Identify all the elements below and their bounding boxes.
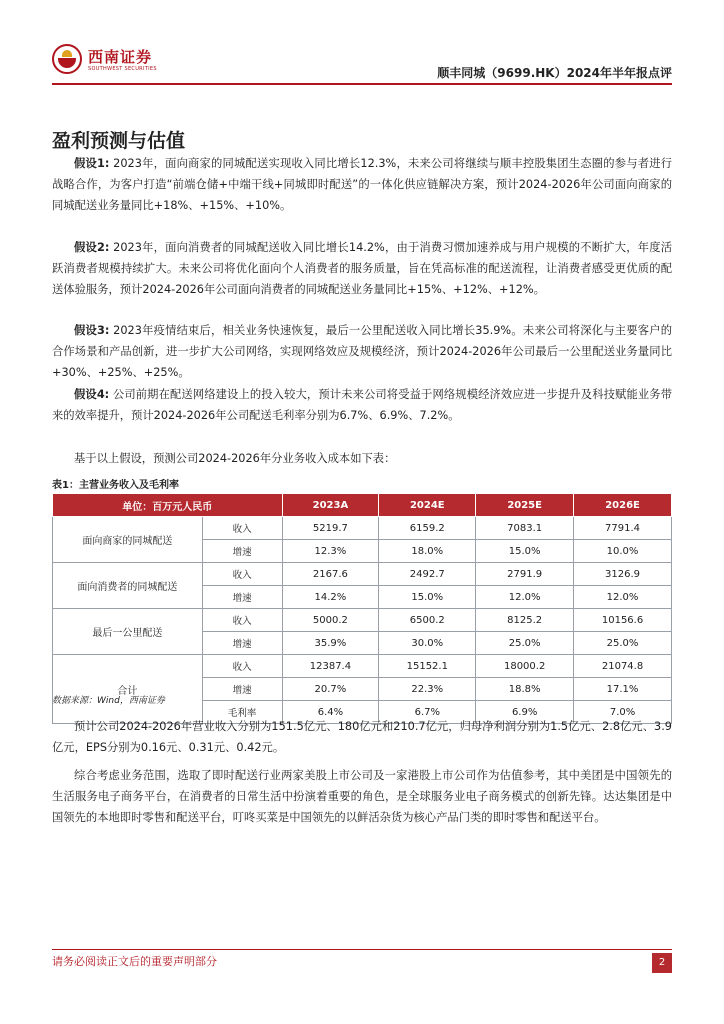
- table-cell: 22.3%: [379, 678, 476, 701]
- table-cell: 3126.9: [574, 563, 672, 586]
- table-cell: 7083.1: [476, 517, 574, 540]
- table-cell: 6159.2: [379, 517, 476, 540]
- metric-label: 增速: [202, 632, 282, 655]
- header-divider: [52, 83, 672, 85]
- table-cell: 2791.9: [476, 563, 574, 586]
- page-number: 2: [652, 953, 672, 973]
- table-row: [53, 609, 672, 632]
- table-cell: 5000.2: [282, 609, 379, 632]
- header-unit: 单位：百万元人民币: [53, 494, 283, 517]
- assumption-3: [52, 320, 672, 383]
- table-cell: 12.3%: [282, 540, 379, 563]
- table-cell: 6.7%: [379, 701, 476, 724]
- table-cell: 25.0%: [476, 632, 574, 655]
- table-source: 数据来源：Wind，西南证券: [52, 696, 165, 706]
- report-title: 顺丰同城（9699.HK）2024年半年报点评: [437, 66, 672, 80]
- table-cell: 5219.7: [282, 517, 379, 540]
- table-cell: 15.0%: [476, 540, 574, 563]
- assumption-4: [52, 384, 672, 426]
- table-cell: 30.0%: [379, 632, 476, 655]
- table-cell: 12.0%: [476, 586, 574, 609]
- header-2023a: 2023A: [282, 494, 379, 517]
- brand-subtitle: SOUTHWEST SECURITIES: [88, 66, 157, 72]
- forecast-paragraph: 预计公司2024-2026年营业收入分别为151.5亿元、180亿元和210.7亿元，归母净利润分别为1.5亿元、2.8亿元、3.9亿元，EPS分别为0.16元、0.31元、0.42元。: [52, 720, 672, 754]
- table-row: [53, 655, 672, 678]
- section-title: 盈利预测与估值: [52, 130, 186, 152]
- table-row: [53, 563, 672, 586]
- metric-label: 收入: [202, 655, 282, 678]
- table-cell: 18000.2: [476, 655, 574, 678]
- table-header-row: [53, 494, 672, 517]
- table-cell: 20.7%: [282, 678, 379, 701]
- table-cell: 10156.6: [574, 609, 672, 632]
- table-cell: 15152.1: [379, 655, 476, 678]
- table-lead-in: 基于以上假设，预测公司2024-2026年分业务收入成本如下表：: [74, 452, 396, 465]
- table-cell: 8125.2: [476, 609, 574, 632]
- valuation-paragraph: 综合考虑业务范围，选取了即时配送行业两家美股上市公司及一家港股上市公司作为估值参考，其中美团是中国领先的生活服务电子商务平台，在消费者的日常生活中扮演着重要的角色，是全球服务业电子商务模式的创新先锋。达达集团是中国领先的本地即时零售和配送平台，叮咚买菜是中国领先的以鲜活杂货为核心产品门类的即时零售和配送平台。: [52, 769, 672, 824]
- table-cell: 7.0%: [574, 701, 672, 724]
- table-cell: 21074.8: [574, 655, 672, 678]
- segment-name: 面向商家的同城配送: [53, 517, 203, 563]
- table-cell: 6.9%: [476, 701, 574, 724]
- segment-name: 合计: [53, 655, 203, 724]
- table-cell: 2492.7: [379, 563, 476, 586]
- assumption-label: 假设2:: [74, 241, 110, 254]
- table-cell: 14.2%: [282, 586, 379, 609]
- table-caption: 表1：主营业务收入及毛利率: [52, 480, 179, 491]
- table-cell: 10.0%: [574, 540, 672, 563]
- table-cell: 35.9%: [282, 632, 379, 655]
- table-row: [53, 517, 672, 540]
- table-cell: 25.0%: [574, 632, 672, 655]
- table-cell: 6.4%: [282, 701, 379, 724]
- table-cell: 2167.6: [282, 563, 379, 586]
- footer-divider: [52, 949, 672, 950]
- footer-disclaimer: 请务必阅读正文后的重要声明部分: [52, 955, 217, 968]
- brand-logo: [52, 44, 162, 78]
- table-cell: 15.0%: [379, 586, 476, 609]
- segment-name: 最后一公里配送: [53, 609, 203, 655]
- assumption-label: 假设4:: [74, 388, 110, 401]
- metric-label: 增速: [202, 586, 282, 609]
- table-cell: 12.0%: [574, 586, 672, 609]
- metric-label: 增速: [202, 678, 282, 701]
- table-cell: 6500.2: [379, 609, 476, 632]
- assumption-text: 2023年疫情结束后，相关业务快速恢复，最后一公里配送收入同比增长35.9%。未来公司将深化与主要客户的合作场景和产品创新，进一步扩大公司网络，实现网络效应及规模经济，预计2024-2026年公司最后一公里配送业务量同比+30%、+25%、+25%。: [52, 324, 672, 379]
- assumption-label: 假设1:: [74, 157, 110, 170]
- assumption-text: 2023年，面向商家的同城配送实现收入同比增长12.3%，未来公司将继续与顺丰控股集团生态圈的参与者进行战略合作，为客户打造“前端仓储+中端干线+同城即时配送”的一体化供应链解决方案，预计2024-2026年公司面向商家的同城配送业务量同比+18%、+15%、+10%。: [52, 157, 672, 212]
- assumption-text: 公司前期在配送网络建设上的投入较大，预计未来公司将受益于网络规模经济效应进一步提升及科技赋能业务带来的效率提升，预计2024-2026年公司配送毛利率分别为6.7%、6.9%、7.2%。: [52, 388, 672, 422]
- metric-label: 收入: [202, 609, 282, 632]
- assumption-text: 2023年，面向消费者的同城配送收入同比增长14.2%，由于消费习惯加速养成与用户规模的不断扩大，年度活跃消费者规模持续扩大。未来公司将优化面向个人消费者的服务质量，旨在凭高标准的配送流程，让消费者感受更优质的配送体验服务，预计2024-2026年公司面向消费者的同城配送业务量同比+15%、+12%、+12%。: [52, 241, 672, 296]
- header-2025e: 2025E: [476, 494, 574, 517]
- metric-label: 收入: [202, 563, 282, 586]
- metric-label: 增速: [202, 540, 282, 563]
- table-cell: 7791.4: [574, 517, 672, 540]
- header-2026e: 2026E: [574, 494, 672, 517]
- revenue-margin-table: [52, 493, 672, 724]
- table-cell: 18.8%: [476, 678, 574, 701]
- table-cell: 12387.4: [282, 655, 379, 678]
- header-2024e: 2024E: [379, 494, 476, 517]
- brand-name: 西南证券: [88, 48, 153, 66]
- table-cell: 18.0%: [379, 540, 476, 563]
- segment-name: 面向消费者的同城配送: [53, 563, 203, 609]
- assumption-label: 假设3:: [74, 324, 110, 337]
- metric-label: 毛利率: [202, 701, 282, 724]
- brand-emblem-icon: [52, 44, 82, 74]
- metric-label: 收入: [202, 517, 282, 540]
- assumption-2: [52, 237, 672, 300]
- table-cell: 17.1%: [574, 678, 672, 701]
- assumption-1: [52, 153, 672, 216]
